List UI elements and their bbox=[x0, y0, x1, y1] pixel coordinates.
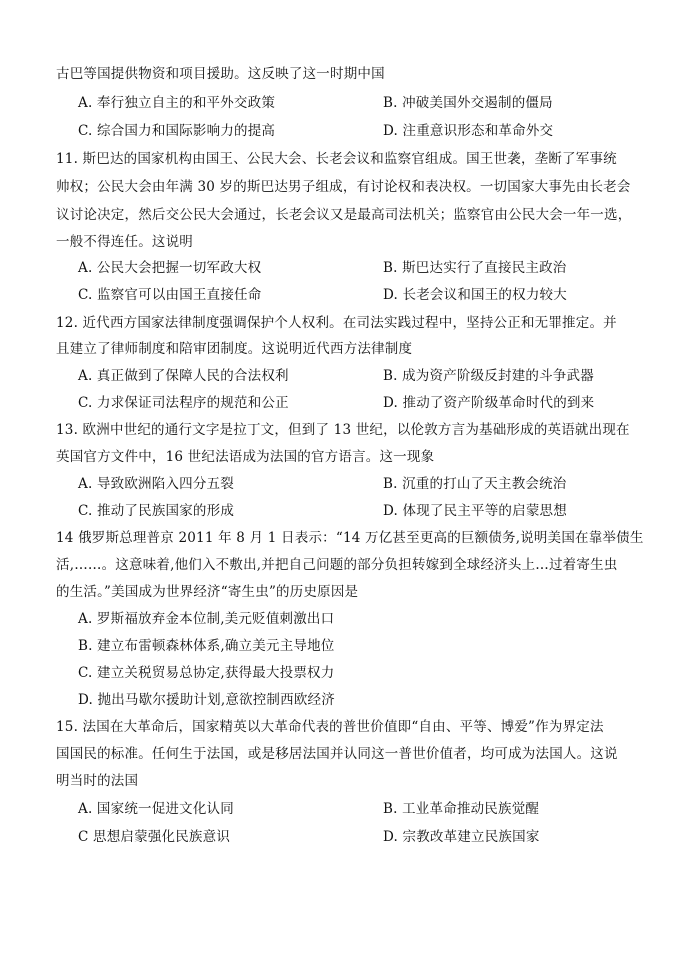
q11-stem-line-2: 帅权；公民大会由年满 30 岁的斯巴达男子组成，有讨论权和表决权。一切国家大事先由长老会 bbox=[56, 179, 631, 195]
q13-stem-line-1: 13. 欧洲中世纪的通行文字是拉丁文，但到了 13 世纪，以伦敦方言为基础形成的英语就出现在 bbox=[56, 422, 630, 438]
q12-option-a: A. 真正做到了保障人民的合法权利 bbox=[78, 368, 289, 384]
q14-option-c: C. 建立关税贸易总协定,获得最大投票权力 bbox=[78, 665, 335, 681]
q15-option-b: B. 工业革命推动民族觉醒 bbox=[383, 801, 540, 817]
q14-stem-line-2: 活,……。这意味着,他们入不敷出,并把自己问题的部分负担转嫁到全球经济头上…过着寄生虫 bbox=[56, 557, 618, 573]
q15-stem-line-1: 15. 法国在大革命后，国家精英以大革命代表的普世价值即“自由、平等、博爱”作为界定法 bbox=[56, 719, 604, 735]
q14-stem-line-1: 14 俄罗斯总理普京 2011 年 8 月 1 日表示：“14 万亿甚至更高的巨额债务,说明美国在靠举债生 bbox=[56, 530, 644, 546]
q15-option-d: D. 宗教改革建立民族国家 bbox=[383, 829, 540, 845]
q11-option-b: B. 斯巴达实行了直接民主政治 bbox=[383, 260, 567, 276]
q11-option-a: A. 公民大会把握一切军政大权 bbox=[78, 260, 262, 276]
q11-option-c: C. 监察官可以由国王直接任命 bbox=[78, 287, 262, 303]
q10-stem-tail: 古巴等国提供物资和项目援助。这反映了这一时期中国 bbox=[56, 66, 385, 82]
q13-option-d: D. 体现了民主平等的启蒙思想 bbox=[383, 503, 567, 519]
q11-stem-line-4: 一般不得连任。这说明 bbox=[56, 234, 193, 250]
q12-option-d: D. 推动了资产阶级革命时代的到来 bbox=[383, 395, 595, 411]
q10-option-b: B. 冲破美国外交遏制的僵局 bbox=[383, 95, 553, 111]
q12-stem-line-2: 且建立了律师制度和陪审团制度。这说明近代西方法律制度 bbox=[56, 341, 413, 357]
q15-stem-line-2: 国国民的标准。任何生于法国，或是移居法国并认同这一普世价值者，均可成为法国人。这说 bbox=[56, 746, 618, 762]
q14-stem-line-3: 的生活。”美国成为世界经济“寄生虫”的历史原因是 bbox=[56, 584, 359, 600]
q11-stem-line-1: 11. 斯巴达的国家机构由国王、公民大会、长老会议和监察官组成。国王世袭，垄断了军事统 bbox=[56, 151, 617, 167]
q11-option-d: D. 长老会议和国王的权力较大 bbox=[383, 287, 567, 303]
q10-option-c: C. 综合国力和国际影响力的提高 bbox=[78, 123, 276, 139]
q14-option-d: D. 抛出马歇尔援助计划,意欲控制西欧经济 bbox=[78, 692, 335, 708]
q10-option-d: D. 注重意识形态和革命外交 bbox=[383, 123, 554, 139]
q12-option-b: B. 成为资产阶级反封建的斗争武器 bbox=[383, 368, 594, 384]
q11-stem-line-3: 议讨论决定，然后交公民大会通过，长老会议又是最高司法机关；监察官由公民大会一年一选， bbox=[56, 207, 632, 223]
q10-option-a: A. 奉行独立自主的和平外交政策 bbox=[78, 95, 276, 111]
q15-option-a: A. 国家统一促进文化认同 bbox=[78, 801, 234, 817]
q14-option-a: A. 罗斯福放弃金本位制,美元贬值刺激出口 bbox=[78, 611, 335, 627]
q14-option-b: B. 建立布雷顿森林体系,确立美元主导地位 bbox=[78, 638, 335, 654]
q12-stem-line-1: 12. 近代西方国家法律制度强调保护个人权利。在司法实践过程中，坚持公正和无罪推定。并 bbox=[56, 315, 617, 331]
q13-option-a: A. 导致欧洲陷入四分五裂 bbox=[78, 476, 234, 492]
q13-option-b: B. 沉重的打山了天主教会统治 bbox=[383, 476, 567, 492]
q15-option-c: C 思想启蒙强化民族意识 bbox=[78, 829, 231, 845]
q13-option-c: C. 推动了民族国家的形成 bbox=[78, 503, 235, 519]
q12-option-c: C. 力求保证司法程序的规范和公正 bbox=[78, 395, 289, 411]
q13-stem-line-2: 英国官方文件中，16 世纪法语成为法国的官方语言。这一现象 bbox=[56, 449, 435, 465]
q15-stem-line-3: 明当时的法国 bbox=[56, 773, 139, 789]
